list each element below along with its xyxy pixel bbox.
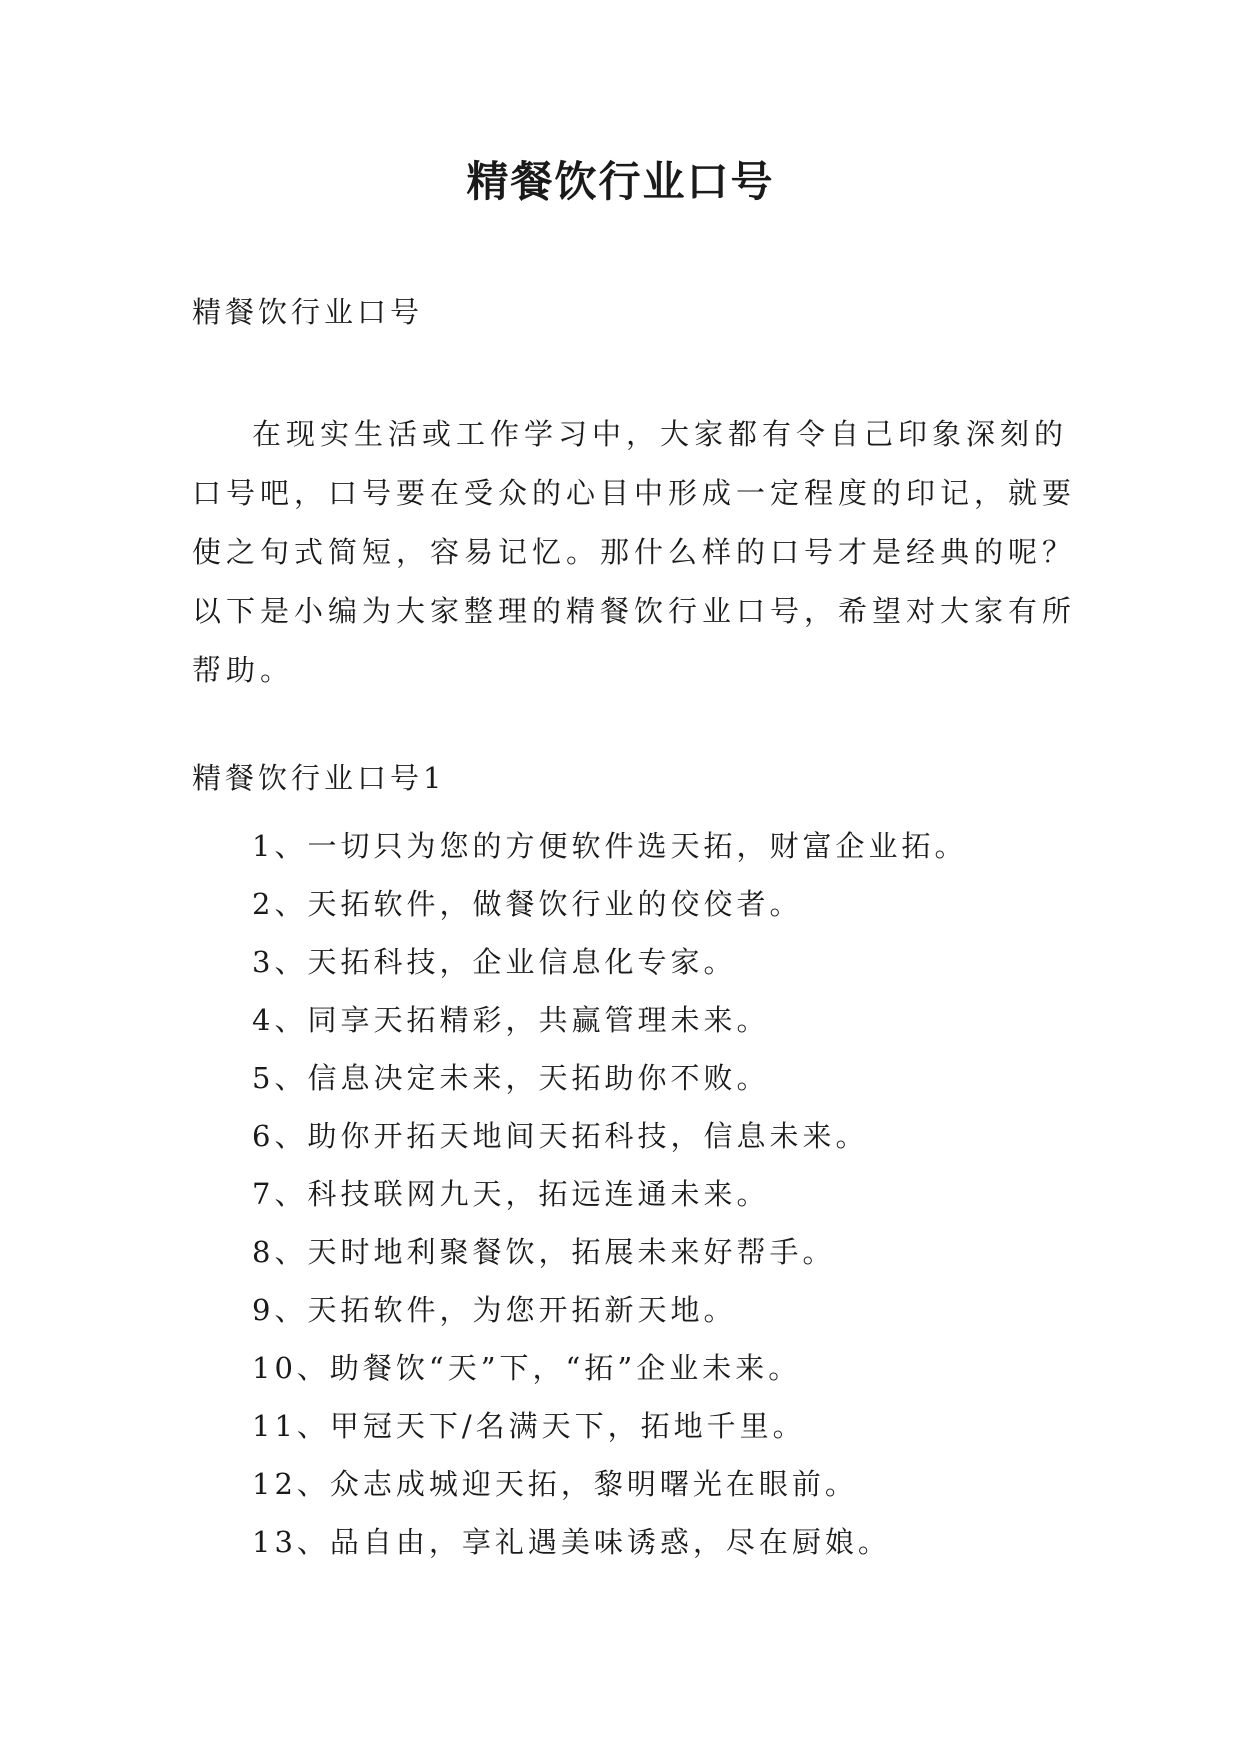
intro-line: 帮助。 (192, 653, 295, 687)
slogan-item: 7、科技联网九天，拓远连通未来。 (252, 1177, 770, 1211)
slogan-item: 11、甲冠天下/名满天下，拓地千里。 (252, 1409, 806, 1443)
slogan-item: 5、信息决定未来，天拓助你不败。 (252, 1061, 770, 1095)
section-heading: 精餐饮行业口号1 (192, 761, 446, 795)
slogan-item: 4、同享天拓精彩，共赢管理未来。 (252, 1003, 770, 1037)
slogan-item: 10、助餐饮“天”下，“拓”企业未来。 (252, 1351, 802, 1385)
slogan-item: 3、天拓科技，企业信息化专家。 (252, 945, 737, 979)
intro-paragraph (192, 405, 1077, 700)
intro-line: 以下是小编为大家整理的精餐饮行业口号，希望对大家有所 (192, 594, 1077, 628)
slogan-item: 8、天时地利聚餐饮，拓展未来好帮手。 (252, 1235, 836, 1269)
slogan-item: 12、众志成城迎天拓，黎明曙光在眼前。 (252, 1467, 858, 1501)
slogan-list (252, 817, 967, 1571)
intro-line: 使之句式简短，容易记忆。那什么样的口号才是经典的呢？ (192, 535, 1077, 569)
slogan-item: 1、一切只为您的方便软件选天拓，财富企业拓。 (252, 829, 968, 863)
intro-line: 在现实生活或工作学习中，大家都有令自己印象深刻的 (252, 417, 1069, 451)
slogan-item: 6、助你开拓天地间天拓科技，信息未来。 (252, 1119, 869, 1153)
document-subtitle: 精餐饮行业口号 (192, 295, 424, 329)
slogan-item: 13、品自由，享礼遇美味诱惑，尽在厨娘。 (252, 1525, 891, 1559)
slogan-item: 9、天拓软件，为您开拓新天地。 (252, 1293, 737, 1327)
document-title: 精餐饮行业口号 (466, 157, 775, 206)
intro-line: 口号吧，口号要在受众的心目中形成一定程度的印记，就要 (192, 476, 1077, 510)
slogan-item: 2、天拓软件，做餐饮行业的佼佼者。 (252, 887, 803, 921)
